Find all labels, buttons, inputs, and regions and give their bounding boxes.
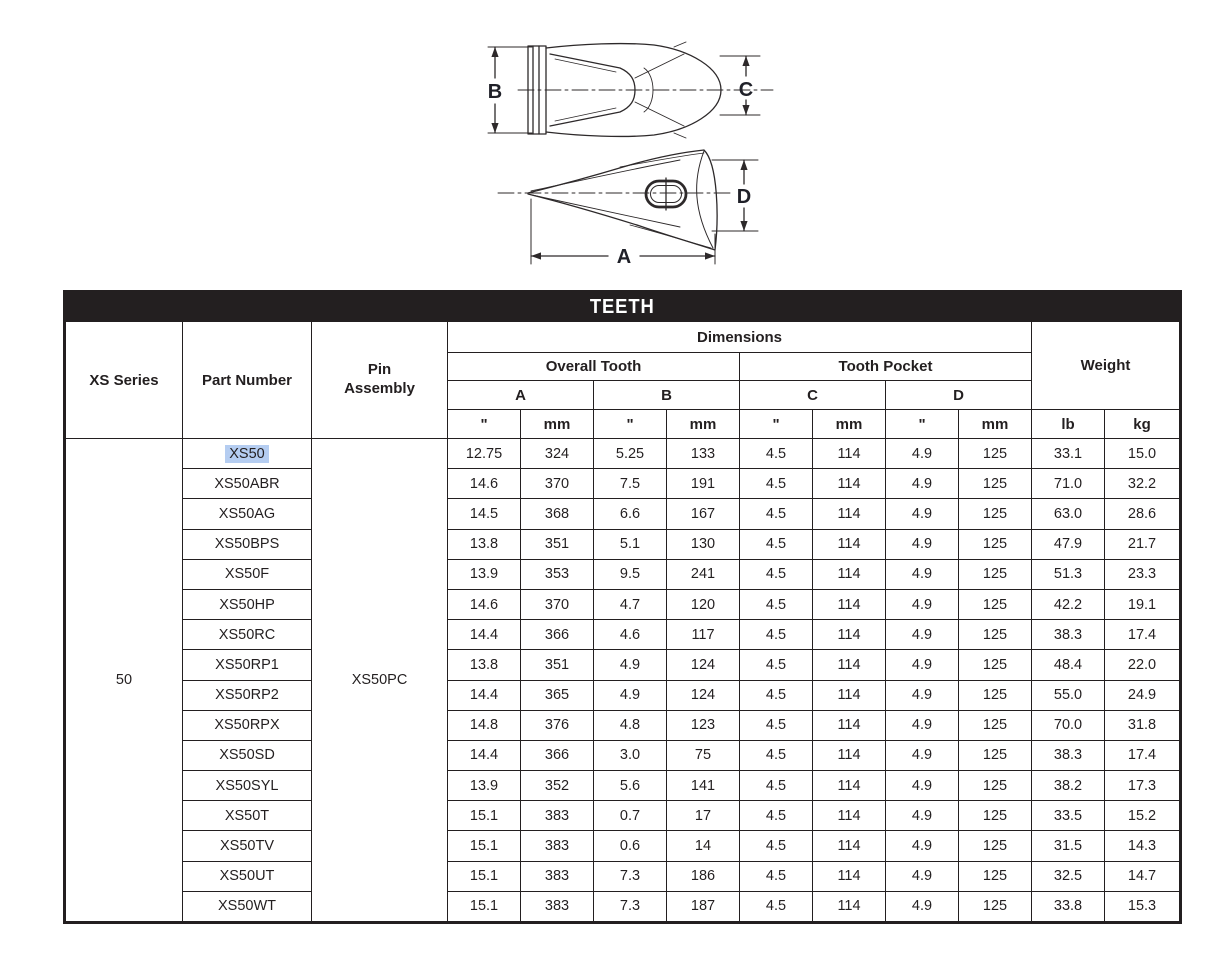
value-cell: 114 xyxy=(813,439,886,469)
value-cell: 125 xyxy=(959,680,1032,710)
value-cell: 4.9 xyxy=(594,650,667,680)
value-cell: 368 xyxy=(521,499,594,529)
col-header-dim-d: D xyxy=(886,381,1032,410)
value-cell: 13.9 xyxy=(448,559,521,589)
label-a: A xyxy=(616,246,632,268)
value-cell: 351 xyxy=(521,529,594,559)
part-number-text: XS50RP1 xyxy=(215,656,279,673)
value-cell: 117 xyxy=(667,620,740,650)
value-cell: 4.7 xyxy=(594,589,667,619)
teeth-table-body xyxy=(65,439,1181,923)
teeth-spec-section xyxy=(63,290,1179,924)
value-cell: 125 xyxy=(959,740,1032,770)
value-cell: 47.9 xyxy=(1032,529,1105,559)
value-cell: 15.1 xyxy=(448,831,521,861)
value-cell: 114 xyxy=(813,469,886,499)
unit-header-mm: mm xyxy=(959,410,1032,439)
part-number-cell xyxy=(183,529,312,559)
part-number-cell xyxy=(183,740,312,770)
tooth-side-view xyxy=(498,150,730,250)
table-title-bar xyxy=(65,292,1181,322)
value-cell: 4.9 xyxy=(886,499,959,529)
xs-series-value: 50 xyxy=(65,439,183,923)
part-number-text: XS50RC xyxy=(218,626,276,643)
value-cell: 366 xyxy=(521,620,594,650)
col-header-xs-series: XS Series xyxy=(65,322,183,439)
value-cell: 0.6 xyxy=(594,831,667,861)
value-cell: 21.7 xyxy=(1105,529,1181,559)
value-cell: 14.4 xyxy=(448,740,521,770)
part-number-text: XS50RP2 xyxy=(215,687,279,704)
table-row-xs50rp2 xyxy=(65,680,1181,710)
value-cell: 15.0 xyxy=(1105,439,1181,469)
value-cell: 114 xyxy=(813,620,886,650)
value-cell: 15.3 xyxy=(1105,891,1181,922)
part-number-cell xyxy=(183,710,312,740)
part-number-cell xyxy=(183,831,312,861)
part-number-text: XS50BPS xyxy=(214,536,280,553)
value-cell: 13.9 xyxy=(448,771,521,801)
table-row-xs50abr xyxy=(65,469,1181,499)
value-cell: 370 xyxy=(521,589,594,619)
value-cell: 15.1 xyxy=(448,801,521,831)
unit-header-mm: mm xyxy=(667,410,740,439)
value-cell: 63.0 xyxy=(1032,499,1105,529)
value-cell: 5.25 xyxy=(594,439,667,469)
label-c: C xyxy=(738,79,754,101)
value-cell: 23.3 xyxy=(1105,559,1181,589)
value-cell: 141 xyxy=(667,771,740,801)
value-cell: 125 xyxy=(959,861,1032,891)
table-title: TEETH xyxy=(590,295,655,318)
value-cell: 187 xyxy=(667,891,740,922)
value-cell: 70.0 xyxy=(1032,710,1105,740)
table-row-xs50syl xyxy=(65,771,1181,801)
col-header-overall-tooth: Overall Tooth xyxy=(448,353,740,381)
value-cell: 14.4 xyxy=(448,620,521,650)
value-cell: 366 xyxy=(521,740,594,770)
col-header-weight: Weight xyxy=(1032,322,1181,410)
part-number-cell xyxy=(183,499,312,529)
value-cell: 14.3 xyxy=(1105,831,1181,861)
value-cell: 13.8 xyxy=(448,529,521,559)
value-cell: 4.5 xyxy=(740,650,813,680)
value-cell: 4.9 xyxy=(886,801,959,831)
value-cell: 4.5 xyxy=(740,801,813,831)
value-cell: 17 xyxy=(667,801,740,831)
value-cell: 4.5 xyxy=(740,861,813,891)
value-cell: 114 xyxy=(813,891,886,922)
value-cell: 4.9 xyxy=(886,469,959,499)
value-cell: 3.0 xyxy=(594,740,667,770)
value-cell: 4.9 xyxy=(886,650,959,680)
unit-header-inch: " xyxy=(886,410,959,439)
table-row-xs50wt xyxy=(65,891,1181,922)
value-cell: 114 xyxy=(813,589,886,619)
value-cell: 7.3 xyxy=(594,861,667,891)
value-cell: 114 xyxy=(813,831,886,861)
value-cell: 5.1 xyxy=(594,529,667,559)
value-cell: 4.9 xyxy=(886,439,959,469)
value-cell: 4.5 xyxy=(740,710,813,740)
teeth-spec-table xyxy=(63,290,1182,924)
value-cell: 13.8 xyxy=(448,650,521,680)
value-cell: 114 xyxy=(813,710,886,740)
value-cell: 4.6 xyxy=(594,620,667,650)
value-cell: 14.7 xyxy=(1105,861,1181,891)
part-number-cell xyxy=(183,559,312,589)
table-row-xs50rp1 xyxy=(65,650,1181,680)
value-cell: 114 xyxy=(813,499,886,529)
unit-header-mm: mm xyxy=(521,410,594,439)
value-cell: 125 xyxy=(959,710,1032,740)
value-cell: 4.5 xyxy=(740,891,813,922)
value-cell: 33.8 xyxy=(1032,891,1105,922)
value-cell: 17.4 xyxy=(1105,620,1181,650)
value-cell: 114 xyxy=(813,801,886,831)
value-cell: 120 xyxy=(667,589,740,619)
part-number-text: XS50RPX xyxy=(214,717,280,734)
value-cell: 383 xyxy=(521,801,594,831)
unit-header-inch: " xyxy=(594,410,667,439)
table-row-xs50tv xyxy=(65,831,1181,861)
table-row-xs50bps xyxy=(65,529,1181,559)
unit-header-kg: kg xyxy=(1105,410,1181,439)
unit-header-lb: lb xyxy=(1032,410,1105,439)
value-cell: 124 xyxy=(667,680,740,710)
part-number-text: XS50HP xyxy=(219,596,275,613)
label-b: B xyxy=(487,81,503,103)
part-number-text: XS50SD xyxy=(219,747,275,764)
value-cell: 4.8 xyxy=(594,710,667,740)
value-cell: 15.1 xyxy=(448,861,521,891)
part-number-cell xyxy=(183,801,312,831)
value-cell: 4.5 xyxy=(740,469,813,499)
value-cell: 32.2 xyxy=(1105,469,1181,499)
value-cell: 6.6 xyxy=(594,499,667,529)
part-number-text: XS50WT xyxy=(217,898,276,915)
value-cell: 4.9 xyxy=(886,559,959,589)
value-cell: 370 xyxy=(521,469,594,499)
value-cell: 38.3 xyxy=(1032,620,1105,650)
value-cell: 125 xyxy=(959,801,1032,831)
value-cell: 353 xyxy=(521,559,594,589)
value-cell: 4.5 xyxy=(740,499,813,529)
value-cell: 4.9 xyxy=(886,861,959,891)
value-cell: 14.4 xyxy=(448,680,521,710)
value-cell: 351 xyxy=(521,650,594,680)
value-cell: 19.1 xyxy=(1105,589,1181,619)
value-cell: 14.5 xyxy=(448,499,521,529)
value-cell: 7.5 xyxy=(594,469,667,499)
col-header-pin-assembly: Pin Assembly xyxy=(312,322,448,439)
value-cell: 4.9 xyxy=(886,529,959,559)
table-row-xs50rc xyxy=(65,620,1181,650)
value-cell: 133 xyxy=(667,439,740,469)
value-cell: 4.9 xyxy=(594,680,667,710)
value-cell: 125 xyxy=(959,559,1032,589)
value-cell: 71.0 xyxy=(1032,469,1105,499)
part-number-cell xyxy=(183,589,312,619)
part-number-text: XS50UT xyxy=(219,868,275,885)
value-cell: 125 xyxy=(959,589,1032,619)
table-row-xs50f xyxy=(65,559,1181,589)
value-cell: 33.5 xyxy=(1032,801,1105,831)
value-cell: 4.9 xyxy=(886,710,959,740)
value-cell: 365 xyxy=(521,680,594,710)
value-cell: 12.75 xyxy=(448,439,521,469)
value-cell: 28.6 xyxy=(1105,499,1181,529)
col-header-dimensions: Dimensions xyxy=(448,322,1032,353)
table-title-cell xyxy=(65,292,1181,322)
value-cell: 125 xyxy=(959,499,1032,529)
value-cell: 125 xyxy=(959,529,1032,559)
value-cell: 125 xyxy=(959,650,1032,680)
value-cell: 33.1 xyxy=(1032,439,1105,469)
value-cell: 4.5 xyxy=(740,680,813,710)
part-number-cell xyxy=(183,680,312,710)
table-row-xs50t xyxy=(65,801,1181,831)
value-cell: 167 xyxy=(667,499,740,529)
part-number-text: XS50SYL xyxy=(215,777,279,794)
part-number-cell xyxy=(183,469,312,499)
value-cell: 22.0 xyxy=(1105,650,1181,680)
value-cell: 114 xyxy=(813,740,886,770)
value-cell: 31.5 xyxy=(1032,831,1105,861)
value-cell: 4.9 xyxy=(886,771,959,801)
value-cell: 4.5 xyxy=(740,439,813,469)
part-number-text: XS50TV xyxy=(220,838,274,855)
value-cell: 0.7 xyxy=(594,801,667,831)
value-cell: 383 xyxy=(521,891,594,922)
value-cell: 17.4 xyxy=(1105,740,1181,770)
value-cell: 4.5 xyxy=(740,559,813,589)
value-cell: 4.9 xyxy=(886,589,959,619)
value-cell: 124 xyxy=(667,650,740,680)
value-cell: 48.4 xyxy=(1032,650,1105,680)
value-cell: 14.6 xyxy=(448,589,521,619)
value-cell: 4.9 xyxy=(886,831,959,861)
col-header-dim-b: B xyxy=(594,381,740,410)
part-number-cell xyxy=(183,771,312,801)
value-cell: 15.2 xyxy=(1105,801,1181,831)
value-cell: 4.9 xyxy=(886,680,959,710)
col-header-tooth-pocket: Tooth Pocket xyxy=(740,353,1032,381)
value-cell: 7.3 xyxy=(594,891,667,922)
value-cell: 125 xyxy=(959,439,1032,469)
table-row-xs50rpx xyxy=(65,710,1181,740)
value-cell: 114 xyxy=(813,650,886,680)
unit-header-mm: mm xyxy=(813,410,886,439)
value-cell: 14.8 xyxy=(448,710,521,740)
value-cell: 125 xyxy=(959,620,1032,650)
value-cell: 114 xyxy=(813,771,886,801)
value-cell: 125 xyxy=(959,831,1032,861)
value-cell: 114 xyxy=(813,559,886,589)
part-number-text: XS50T xyxy=(224,807,270,824)
label-d: D xyxy=(736,186,752,208)
value-cell: 51.3 xyxy=(1032,559,1105,589)
pin-assembly-value: XS50PC xyxy=(312,439,448,923)
value-cell: 14.6 xyxy=(448,469,521,499)
value-cell: 4.5 xyxy=(740,771,813,801)
value-cell: 38.2 xyxy=(1032,771,1105,801)
value-cell: 114 xyxy=(813,529,886,559)
col-header-dim-a: A xyxy=(448,381,594,410)
value-cell: 125 xyxy=(959,469,1032,499)
part-number-cell xyxy=(183,620,312,650)
value-cell: 4.9 xyxy=(886,891,959,922)
value-cell: 241 xyxy=(667,559,740,589)
part-number-text: XS50AG xyxy=(218,505,276,522)
value-cell: 4.5 xyxy=(740,740,813,770)
col-header-part-number: Part Number xyxy=(183,322,312,439)
value-cell: 9.5 xyxy=(594,559,667,589)
value-cell: 4.5 xyxy=(740,620,813,650)
value-cell: 114 xyxy=(813,861,886,891)
table-row-xs50hp xyxy=(65,589,1181,619)
value-cell: 15.1 xyxy=(448,891,521,922)
part-number-text: XS50F xyxy=(224,566,270,583)
value-cell: 352 xyxy=(521,771,594,801)
value-cell: 75 xyxy=(667,740,740,770)
value-cell: 324 xyxy=(521,439,594,469)
value-cell: 4.9 xyxy=(886,740,959,770)
table-row-xs50ag xyxy=(65,499,1181,529)
value-cell: 125 xyxy=(959,771,1032,801)
table-row-xs50sd xyxy=(65,740,1181,770)
value-cell: 125 xyxy=(959,891,1032,922)
value-cell: 32.5 xyxy=(1032,861,1105,891)
value-cell: 130 xyxy=(667,529,740,559)
value-cell: 4.5 xyxy=(740,529,813,559)
value-cell: 17.3 xyxy=(1105,771,1181,801)
value-cell: 5.6 xyxy=(594,771,667,801)
part-number-cell xyxy=(183,650,312,680)
value-cell: 123 xyxy=(667,710,740,740)
value-cell: 31.8 xyxy=(1105,710,1181,740)
value-cell: 42.2 xyxy=(1032,589,1105,619)
value-cell: 24.9 xyxy=(1105,680,1181,710)
value-cell: 14 xyxy=(667,831,740,861)
value-cell: 186 xyxy=(667,861,740,891)
part-number-cell xyxy=(183,439,312,469)
value-cell: 383 xyxy=(521,831,594,861)
value-cell: 38.3 xyxy=(1032,740,1105,770)
part-number-text: XS50ABR xyxy=(214,475,280,492)
unit-header-inch: " xyxy=(448,410,521,439)
part-number-cell xyxy=(183,891,312,922)
tooth-dimension-figure xyxy=(428,18,822,282)
value-cell: 55.0 xyxy=(1032,680,1105,710)
value-cell: 383 xyxy=(521,861,594,891)
table-row-xs50 xyxy=(65,439,1181,469)
value-cell: 4.5 xyxy=(740,589,813,619)
value-cell: 376 xyxy=(521,710,594,740)
unit-header-inch: " xyxy=(740,410,813,439)
value-cell: 4.5 xyxy=(740,831,813,861)
part-number-cell xyxy=(183,861,312,891)
value-cell: 114 xyxy=(813,680,886,710)
part-number-selected-text[interactable]: XS50 xyxy=(225,445,268,463)
value-cell: 4.9 xyxy=(886,620,959,650)
table-row-xs50ut xyxy=(65,861,1181,891)
value-cell: 191 xyxy=(667,469,740,499)
col-header-dim-c: C xyxy=(740,381,886,410)
